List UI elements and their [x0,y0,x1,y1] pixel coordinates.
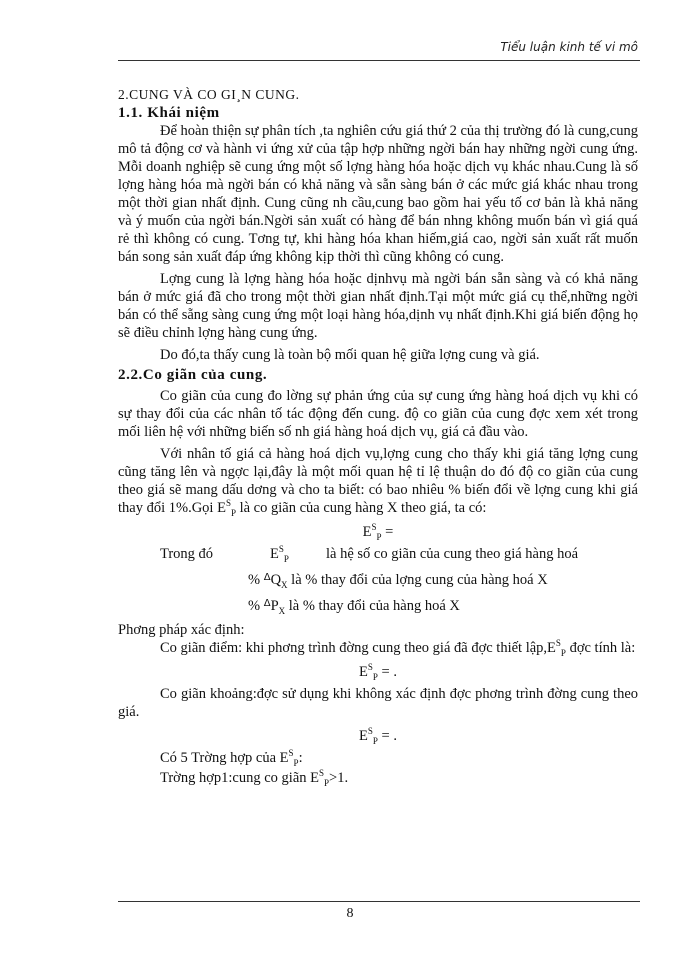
paragraph: Trờng hợp1:cung co giãn $E^S_P>1$. [160,768,349,788]
definition-row: % $^\Delta P_X$ là % thay đổi của hàng hoá X [248,598,460,616]
paragraph: Do đó,ta thấy cung là toàn bộ mối quan hệ giữa lợng cung và giá. [160,347,540,363]
subsection-heading-1-1: 1.1. Khái niệm [118,105,220,121]
page-number: 8 [346,906,354,921]
paragraph: Co giãn điểm: khi phơng trình đờng cung theo giá đã đợc thiết $lập,E^S_P$ đợc tính là: [160,638,636,658]
subsection-heading-2-2: 2.2.Co giãn của cung. [118,367,268,383]
footer-rule [118,901,640,902]
paragraph: Co giãn của cung đo lờng sự phản ứng của sự cung ứng hàng hoá dịch vụ khi có sự thay đổi của các nhân tố tác động đến cung. độ co giãn của cung đợc xem xét trong mối liên hệ với những biến số nh giá hàng hoá dịch vụ, giá cả đầu vào. [118,388,638,440]
paragraph: Với nhân tố giá cả hàng hoá dịch vụ,lợng cung cho thấy khi giá tăng lợng cung cũng tăng lên và ngợc lại,đây là một mối quan hệ tỉ lệ thuận do đó độ co giãn của cung theo giá sẽ mang dấu dơng và cho ta biết: có bao nhiêu % biến đổi về lợng cung khi giá thay đổi 1%.Gọi $E^S_P$ là co giãn của cung hàng X theo giá, ta có: [118,446,638,518]
paragraph: Để hoàn thiện sự phân tích ,ta nghiên cứu giá thứ 2 của thị trường đó là cung,cung mô tả động cơ và hành vi ứng xử của tập hợp những ngời bán hay những ngời cung ứng. Mỗi doanh nghiệp sẽ cung ứng một số lợng hàng hóa hoặc dịch vụ khác nhau.Cung là số lợng hàng hóa mà ngời bán có khả năng và sẵn sàng bán ở các mức giá khác nhau trong một thời gian nhất định. Cung cũng nh cầu,cung bao gồm hai yếu tố cơ bản là khả năng và ý muốn của ngời bán.Ngời sản xuất có hàng để bán nhng không muốn bán vì giá quá rẻ thì không có cung. Tơng tự, khi hàng hóa khan hiếm,giá cao, ngời sản xuất rất muốn bán song sản xuất đáp ứng không kịp thời thì cũng không có cung. [118,123,638,265]
method-label: Phơng pháp xác định: [118,622,245,638]
definition-row: Trong đó $E^S_P$ là hệ số co giãn của cung theo giá hàng hoá [160,544,579,564]
section-heading: 2.CUNG VÀ CO GI¸N CUNG. [118,87,300,102]
arc-elasticity-formula: $E^S_P$ = . [359,726,397,746]
header-title: Tiểu luận kinh tế vi mô [500,40,638,54]
paragraph: Lợng cung là lợng hàng hóa hoặc dịnhvụ mà ngời bán sẵn sàng và có khả năng bán ở mức giá đã cho trong một thời gian nhất định.Tại một mức giá cụ thể,những ngời bán có thể sẵng sàng cung ứng một loại hàng hóa,dịnh vụ nhất định.Khi giá biến động họ sẽ điều chỉnh lợng hàng cung ứng. [118,271,638,341]
elasticity-formula: $E^S_P$ = [362,522,394,542]
paragraph: Co giãn khoảng:đợc sử dụng khi không xác định đợc phơng trình đờng cung theo giá. [118,686,638,720]
document-body [118,86,638,787]
header-rule [118,60,640,61]
paragraph: Có 5 Trờng hợp của $E^S_P$: [160,748,303,768]
definition-row: % $^\Delta Q_X$ là % thay đổi của lợng cung của hàng hoá X [248,572,548,590]
point-elasticity-formula: $E^S_P$ = . [359,662,397,682]
